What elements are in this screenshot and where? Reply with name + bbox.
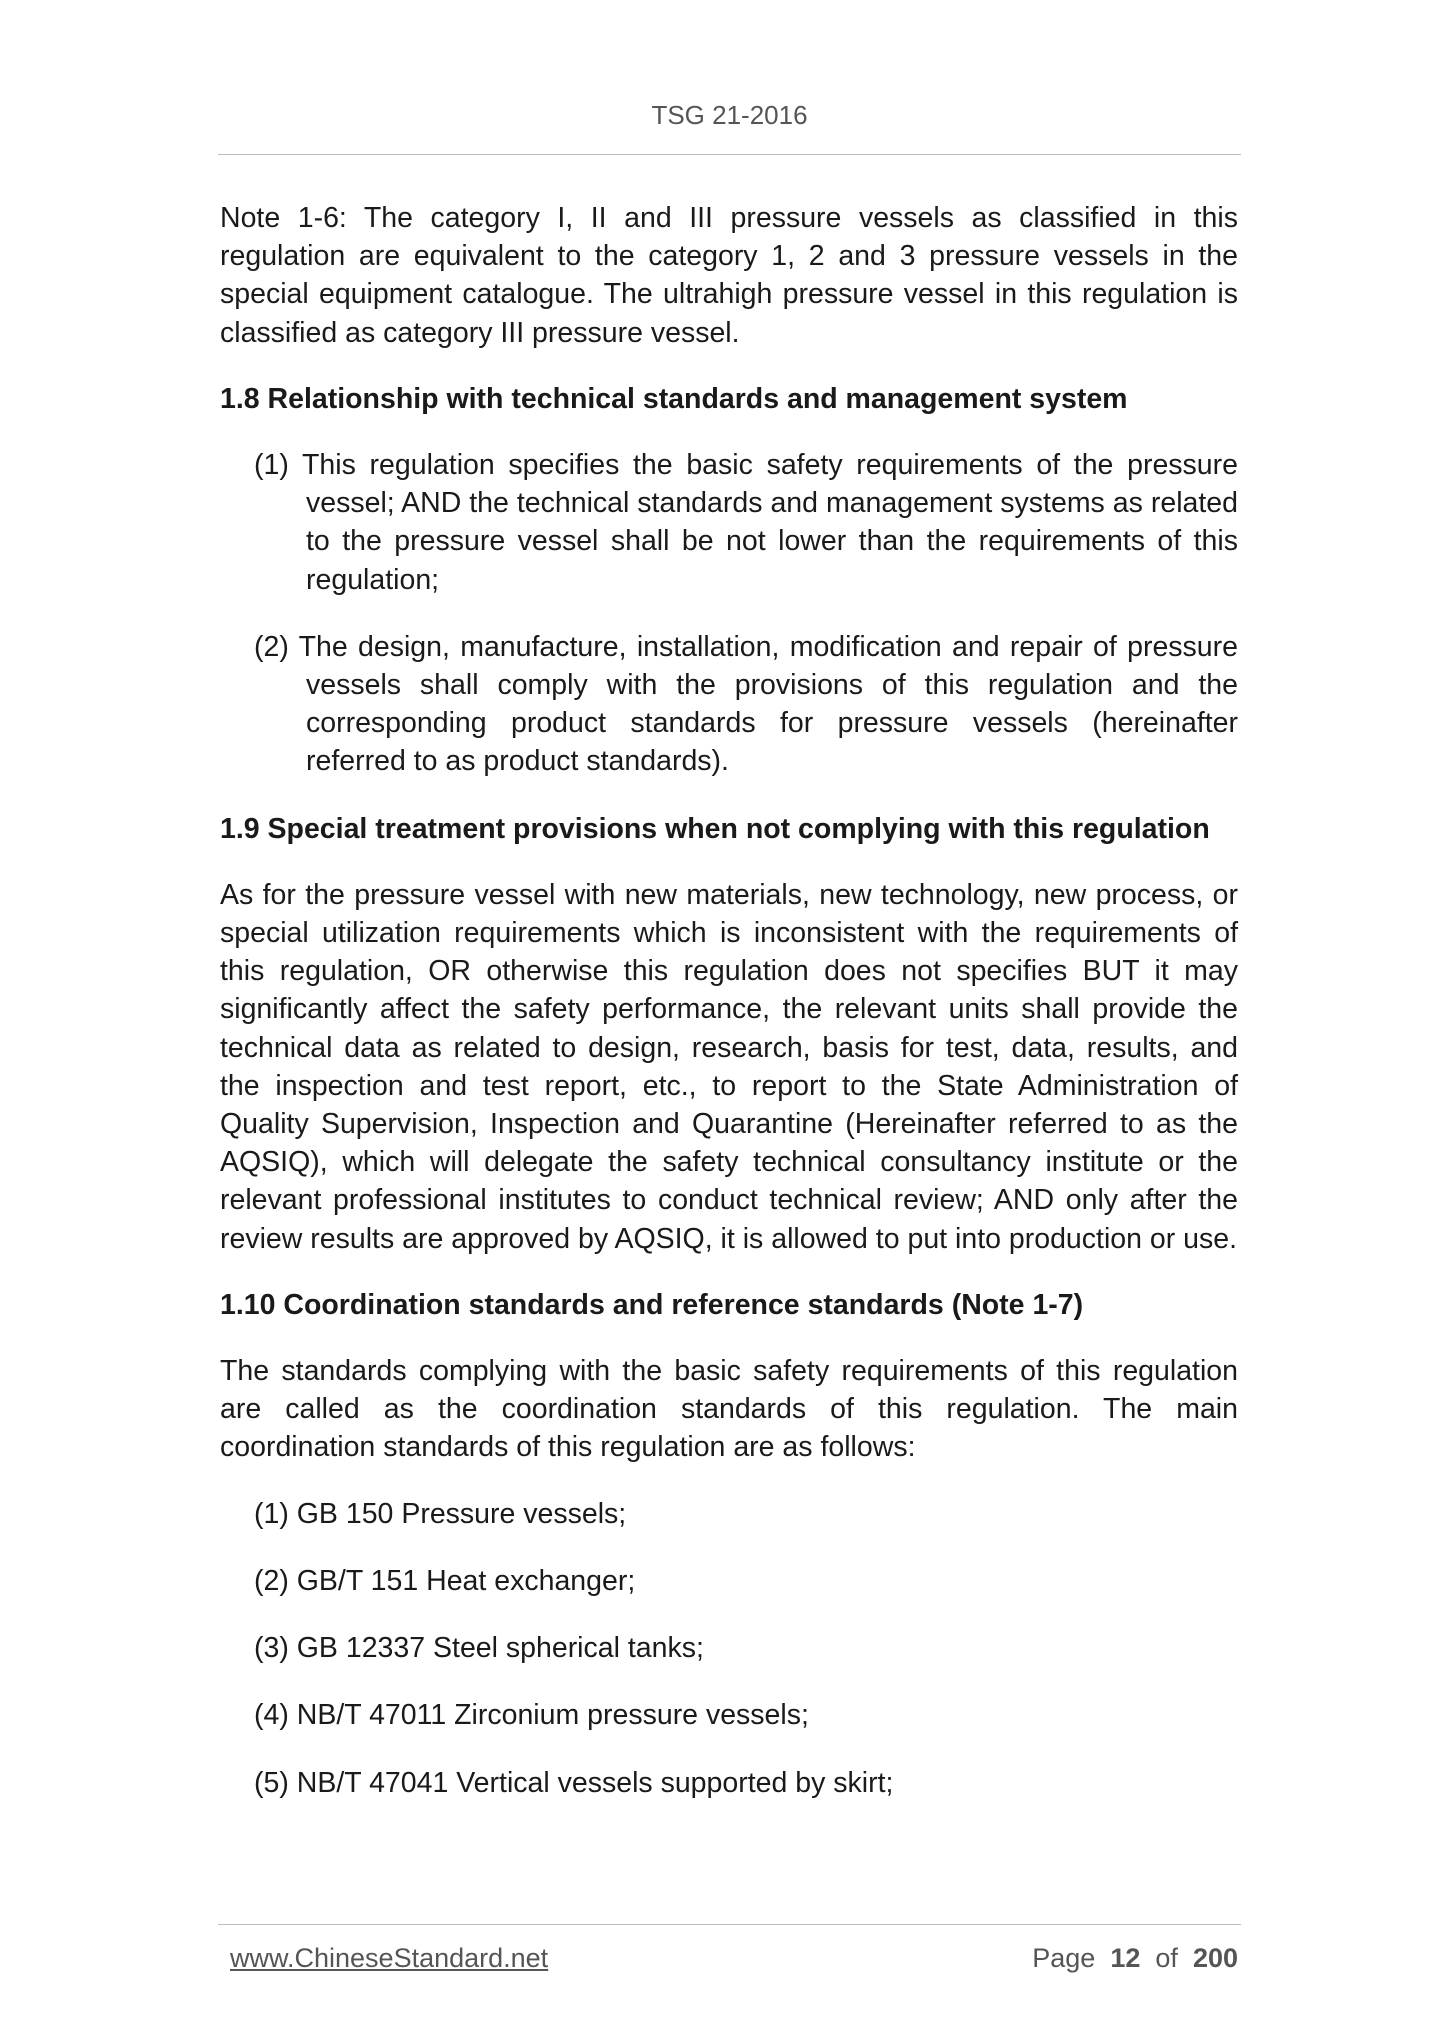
standard-list-item: (3) GB 12337 Steel spherical tanks; [254, 1632, 704, 1665]
section-1-8-heading: 1.8 Relationship with technical standards and management system [220, 382, 1128, 415]
note-1-6: Note 1-6: The category I, II and III pressure vessels as classified in this regulation are equivalent to the category 1, 2 and 3 pressure vessels in the special equipment catalogue. The ultrahigh pressure vessel in this regulation is classified as category III pressure vessel. [220, 202, 1238, 349]
document-header-title: TSG 21-2016 [651, 100, 808, 130]
page-word: Page [1032, 1943, 1096, 1973]
page-indicator [1032, 1943, 1238, 1974]
page-content [220, 199, 1238, 1802]
section-1-8-item-1: (1) This regulation specifies the basic safety requirements of the pressure vessel; AND the technical standards and management systems as related to the pressure vessel shall be not lower than the requirements of this regulation; [254, 449, 1238, 596]
section-1-9-heading: 1.9 Special treatment provisions when not complying with this regulation [220, 812, 1210, 845]
page-footer [230, 1943, 1238, 1974]
footer-divider [218, 1924, 1241, 1925]
header-divider [218, 154, 1241, 155]
standard-list-item: (4) NB/T 47011 Zirconium pressure vessels; [254, 1699, 809, 1732]
section-1-9-paragraph: As for the pressure vessel with new materials, new technology, new process, or special utilization requirements which is inconsistent with the requirements of this regulation, OR otherwise this regulation does not specifies BUT it may significantly affect the safety performance, the relevant units shall provide the technical data as related to design, research, basis for test, data, results, and the inspection and test report, etc., to report to the State Administration of Quality Supervision, Inspection and Quarantine (Hereinafter referred to as the AQSIQ), which will delegate the safety technical consultancy institute or the relevant professional institutes to conduct technical review; AND only after the review results are approved by AQSIQ, it is allowed to put into production or use. [220, 878, 1238, 1255]
website-link[interactable]: www.ChineseStandard.net [230, 1943, 549, 1973]
of-word: of [1155, 1943, 1178, 1973]
standard-list-item: (1) GB 150 Pressure vessels; [254, 1497, 627, 1530]
section-1-8-item-2: (2) The design, manufacture, installation, modification and repair of pressure vessels shall comply with the provisions of this regulation and the corresponding product standards for pressure vessels (hereinafter referred to as product standards). [254, 630, 1238, 778]
standard-list-item: (2) GB/T 151 Heat exchanger; [254, 1564, 636, 1597]
total-pages-number: 200 [1192, 1943, 1238, 1973]
standard-list-item: (5) NB/T 47041 Vertical vessels supported by skirt; [254, 1766, 894, 1799]
current-page-number: 12 [1110, 1943, 1141, 1973]
section-1-10-paragraph: The standards complying with the basic safety requirements of this regulation are called as the coordination standards of this regulation. The main coordination standards of this regulation are as follows: [220, 1355, 1238, 1464]
section-1-10-heading: 1.10 Coordination standards and reference standards (Note 1-7) [220, 1288, 1084, 1321]
